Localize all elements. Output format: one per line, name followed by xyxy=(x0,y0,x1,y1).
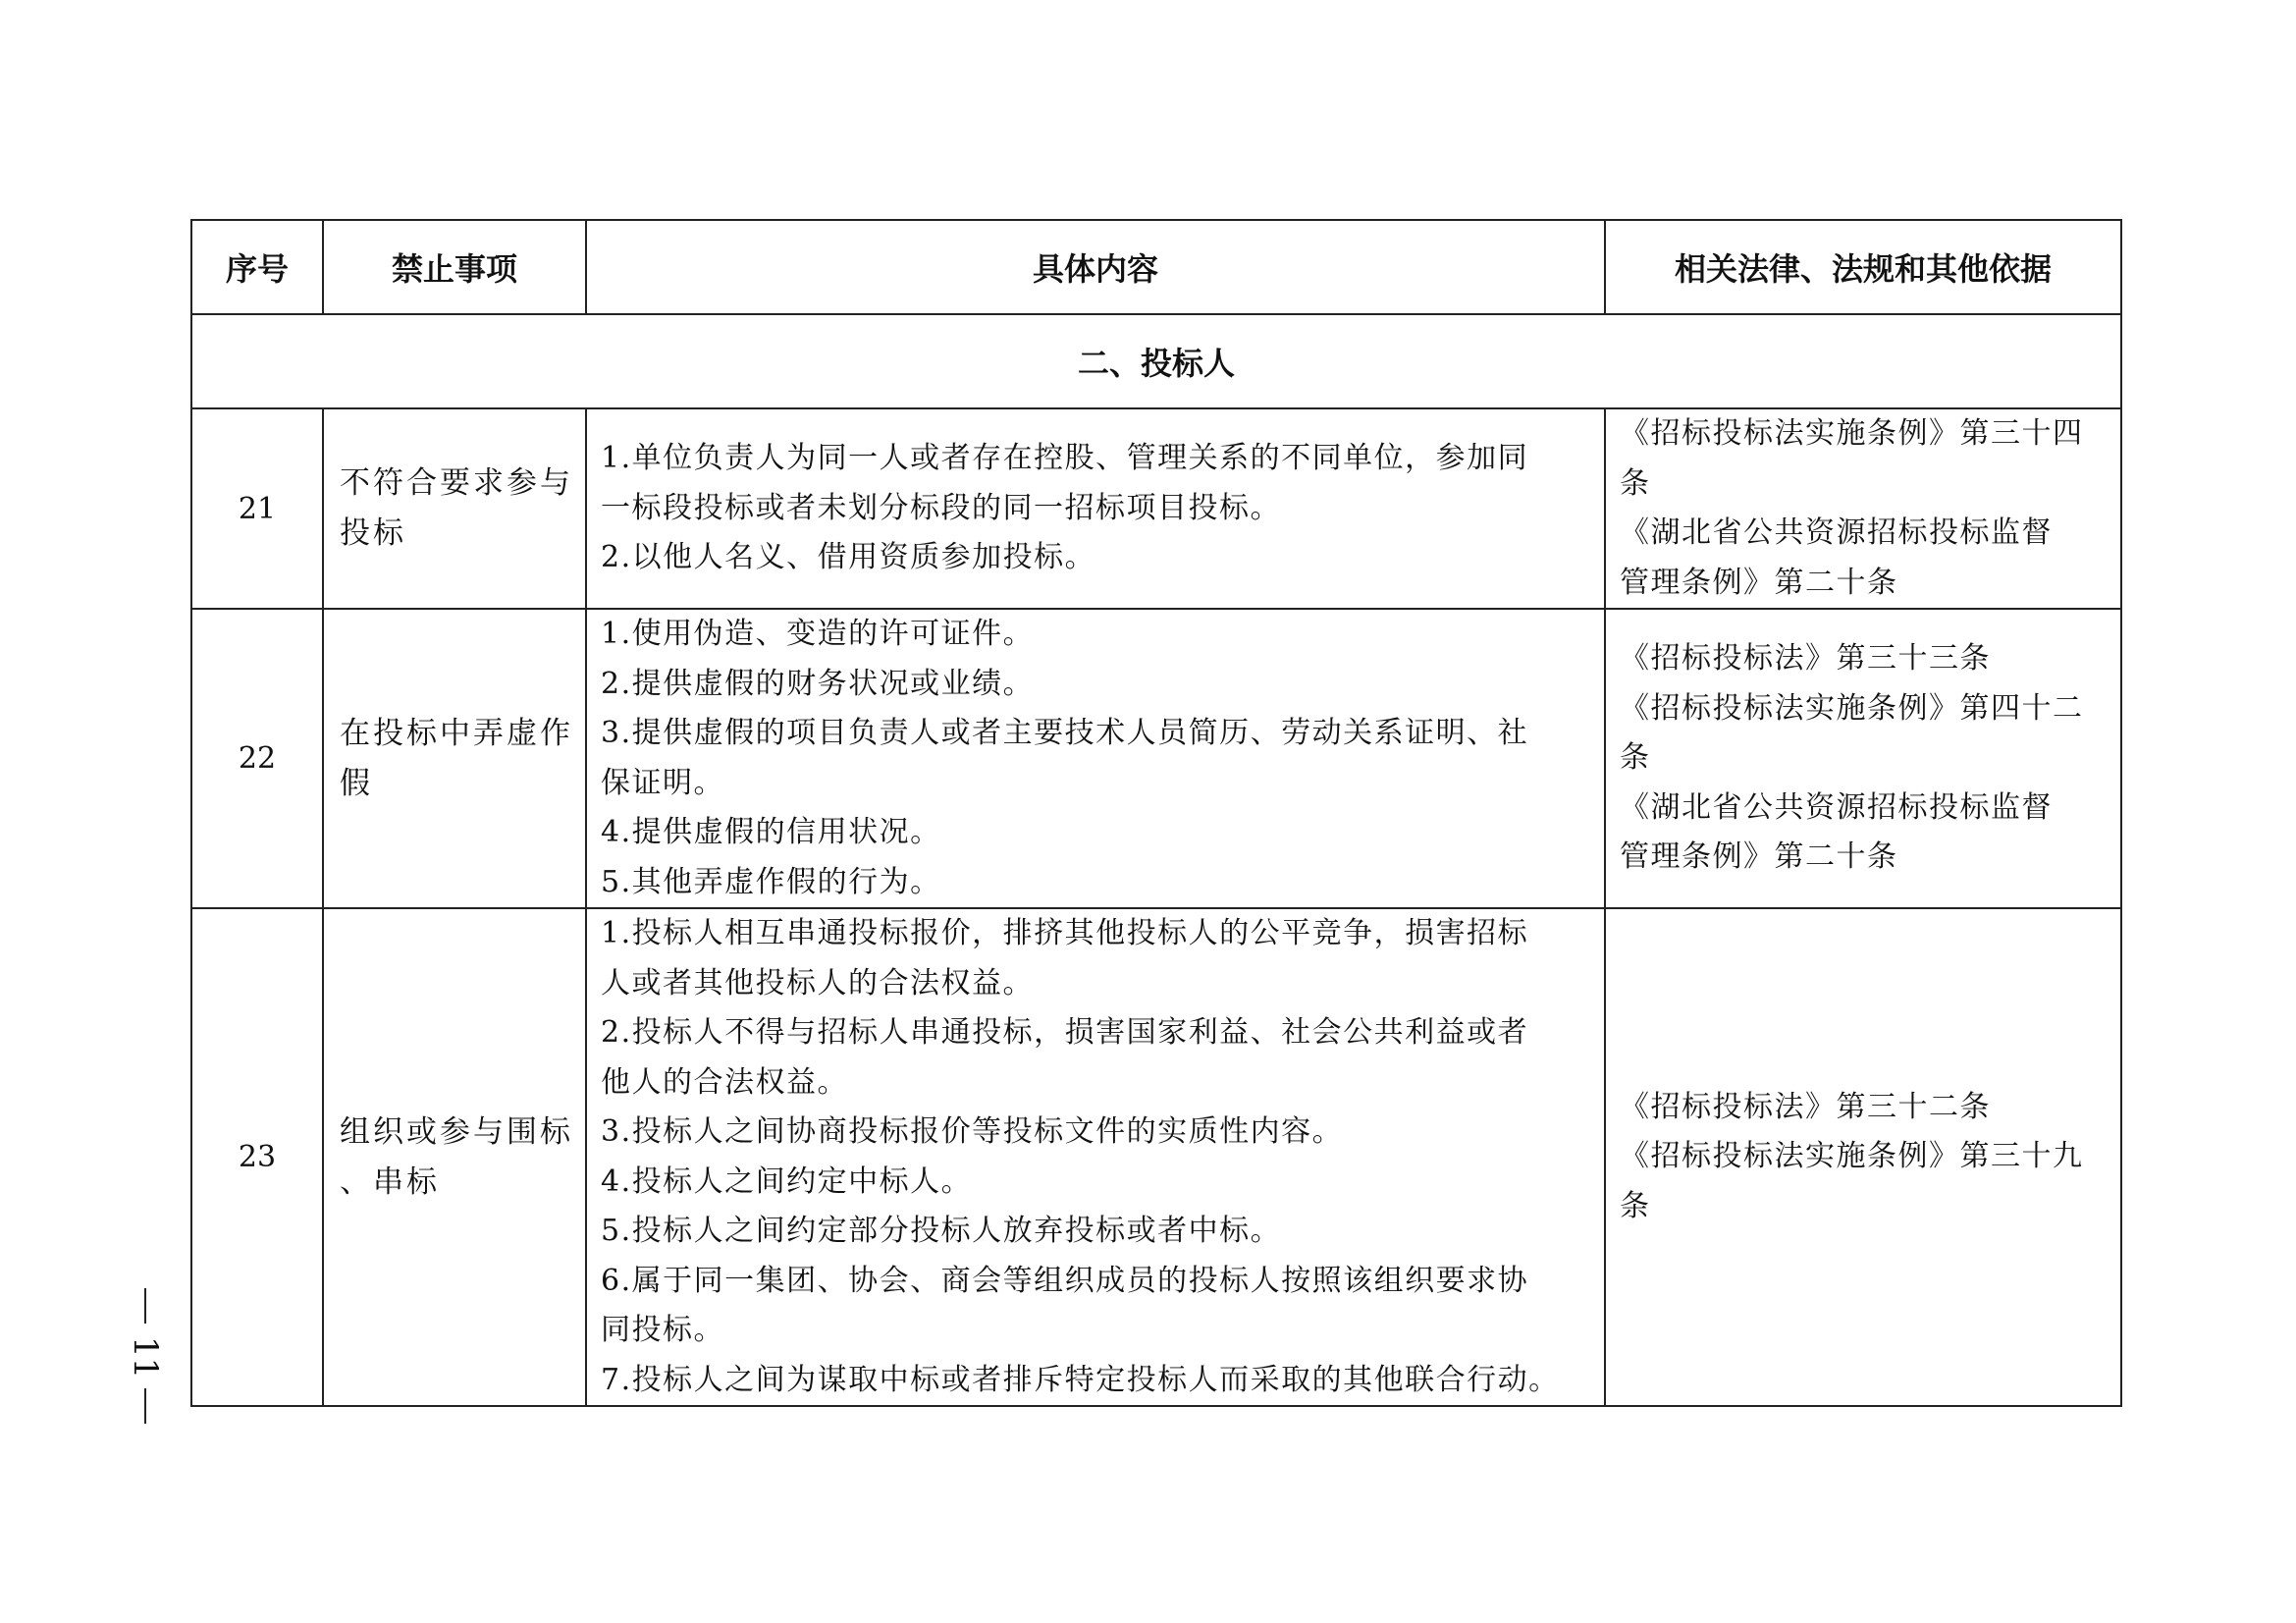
page-number-dash xyxy=(144,1388,146,1424)
row-number: 23 xyxy=(191,908,323,1406)
content-line: 3.提供虚假的项目负责人或者主要技术人员简历、劳动关系证明、社 xyxy=(601,716,1529,750)
regulation-table xyxy=(190,219,2122,1407)
row-item xyxy=(323,609,586,908)
basis-line: 管理条例》第二十条 xyxy=(1620,565,1898,600)
content-line: 2.以他人名义、借用资质参加投标。 xyxy=(601,540,1096,575)
content-line: 7.投标人之间为谋取中标或者排斥特定投标人而采取的其他联合行动。 xyxy=(601,1362,1560,1397)
content-line: 4.提供虚假的信用状况。 xyxy=(601,815,941,849)
row-content xyxy=(586,408,1605,609)
content-line: 3.投标人之间协商投标报价等投标文件的实质性内容。 xyxy=(601,1114,1344,1149)
basis-line: 《湖北省公共资源招标投标监督 xyxy=(1620,789,2053,825)
content-line: 6.属于同一集团、协会、商会等组织成员的投标人按照该组织要求协 xyxy=(601,1263,1529,1298)
item-line: 投标 xyxy=(340,515,406,551)
content-line: 5.投标人之间约定部分投标人放弃投标或者中标。 xyxy=(601,1214,1282,1248)
content-line: 保证明。 xyxy=(601,765,724,800)
row-content xyxy=(586,609,1605,908)
content-line: 5.其他弄虚作假的行为。 xyxy=(601,864,941,899)
table-row xyxy=(191,408,2121,609)
basis-line: 《招标投标法》第三十二条 xyxy=(1620,1089,1991,1124)
content-line: 4.投标人之间约定中标人。 xyxy=(601,1163,973,1199)
item-line: 不符合要求参与 xyxy=(340,465,573,501)
table-row xyxy=(191,908,2121,1406)
table-row xyxy=(191,609,2121,908)
content-line: 人或者其他投标人的合法权益。 xyxy=(601,965,1034,1001)
item-line: 组织或参与围标 xyxy=(340,1113,573,1150)
page-number xyxy=(126,1288,165,1424)
row-basis xyxy=(1605,908,2121,1406)
content-line: 2.投标人不得与招标人串通投标，损害国家利益、社会公共利益或者 xyxy=(601,1015,1529,1050)
row-basis xyxy=(1605,408,2121,609)
content-line: 2.提供虚假的财务状况或业绩。 xyxy=(601,666,1035,701)
header-basis: 相关法律、法规和其他依据 xyxy=(1605,220,2121,314)
basis-line: 《招标投标法》第三十三条 xyxy=(1620,641,1991,676)
content-line: 一标段投标或者未划分标段的同一招标项目投标。 xyxy=(601,490,1281,525)
row-item xyxy=(323,908,586,1406)
item-line: 假 xyxy=(340,765,373,801)
page-number-dash xyxy=(144,1288,146,1324)
section-title: 二、投标人 xyxy=(191,314,2121,408)
row-item xyxy=(323,408,586,609)
basis-line: 《招标投标法实施条例》第三十九条 xyxy=(1620,1139,2084,1223)
basis-line: 管理条例》第二十条 xyxy=(1620,839,1898,875)
basis-line: 《招标投标法实施条例》第三十四条 xyxy=(1620,416,2084,501)
header-no: 序号 xyxy=(191,220,323,314)
basis-line: 《招标投标法实施条例》第四十二条 xyxy=(1620,690,2084,776)
header-item: 禁止事项 xyxy=(323,220,586,314)
row-number: 21 xyxy=(191,408,323,609)
row-content xyxy=(586,908,1605,1406)
row-number: 22 xyxy=(191,609,323,908)
section-row xyxy=(191,314,2121,408)
page-number-value: 11 xyxy=(126,1336,165,1380)
content-line: 1.单位负责人为同一人或者存在控股、管理关系的不同单位，参加同 xyxy=(601,441,1529,476)
content-line: 同投标。 xyxy=(601,1313,724,1347)
content-line: 1.使用伪造、变造的许可证件。 xyxy=(601,617,1035,651)
item-line: 在投标中弄虚作 xyxy=(340,715,573,751)
basis-line: 《湖北省公共资源招标投标监督 xyxy=(1620,515,2053,550)
header-content: 具体内容 xyxy=(586,220,1605,314)
row-basis xyxy=(1605,609,2121,908)
content-line: 1.投标人相互串通投标报价，排挤其他投标人的公平竞争，损害招标 xyxy=(601,916,1529,950)
table-header-row xyxy=(191,220,2121,314)
item-line: 、串标 xyxy=(340,1163,440,1200)
content-line: 他人的合法权益。 xyxy=(601,1064,848,1100)
